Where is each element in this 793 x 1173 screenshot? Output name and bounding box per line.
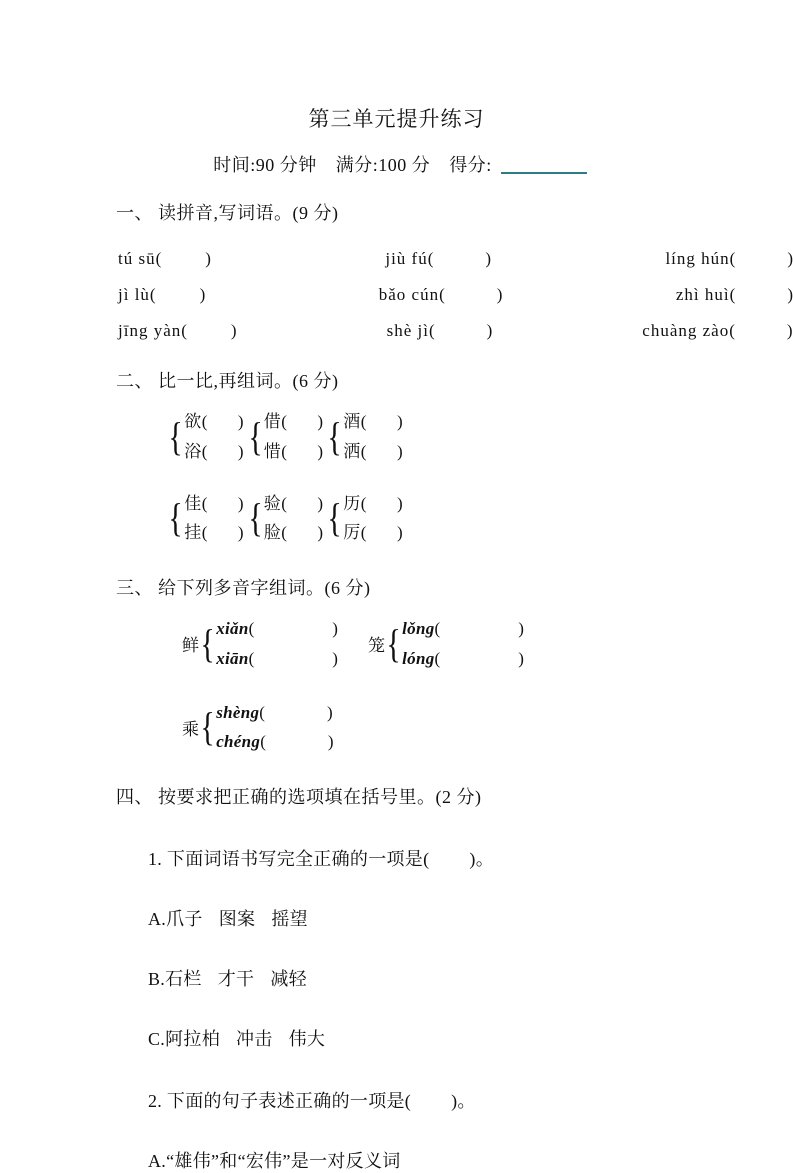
- section-one: [0, 177, 793, 341]
- column-gap: [492, 321, 642, 341]
- paren-open: (: [434, 619, 441, 638]
- paren-open: (: [155, 249, 162, 268]
- column-gap: [502, 285, 675, 305]
- pinyin-row: [0, 269, 793, 305]
- pinyin-item: [118, 321, 237, 341]
- question-text-end: )。: [451, 1091, 476, 1111]
- section-four: [0, 757, 793, 1173]
- paren-close: ): [518, 619, 524, 638]
- pinyin-item: [118, 285, 205, 305]
- pair-line: [264, 489, 323, 519]
- pair-line: [216, 614, 338, 644]
- paren-close: ): [237, 493, 244, 513]
- character-pair-group: [248, 489, 324, 549]
- paren-close: ): [396, 412, 403, 431]
- curly-brace-icon: {: [200, 704, 215, 750]
- pair-line: [216, 644, 338, 674]
- section-two-heading: 二、 比一比,再组词。(6 分): [116, 371, 339, 391]
- character-label: 欲(: [184, 412, 208, 431]
- column-gap: [205, 285, 378, 305]
- pair-line: [343, 518, 402, 548]
- option-word: 摇望: [271, 909, 308, 929]
- paren-open: (: [729, 249, 736, 268]
- pinyin-text: jīng yàn: [118, 321, 182, 340]
- pair-lines: [343, 489, 402, 549]
- pair-line: [343, 407, 402, 437]
- column-gap: [342, 614, 368, 674]
- pinyin-item: [665, 249, 793, 269]
- paren-close: ): [317, 493, 324, 513]
- page-title: 第三单元提升练习: [308, 107, 485, 131]
- pair-lines: [216, 698, 333, 758]
- character-pair-group: [168, 489, 244, 549]
- character-label: 历(: [343, 493, 367, 513]
- character-label: 酒(: [343, 412, 367, 431]
- pinyin-reading: chéng: [216, 732, 261, 752]
- question-text: 2. 下面的句子表述正确的一项是(: [148, 1091, 412, 1111]
- character-label: 浴(: [184, 441, 208, 461]
- pair-lines: [264, 489, 323, 549]
- pair-line: [264, 437, 323, 467]
- character-label: 借(: [263, 412, 288, 431]
- pinyin-text: líng hún: [665, 249, 730, 268]
- pair-lines: [216, 614, 338, 674]
- option-word: 才干: [217, 969, 255, 989]
- polyphone-group: [182, 614, 338, 674]
- pinyin-text: jiù fú: [385, 249, 428, 268]
- option-item[interactable]: [0, 1131, 793, 1173]
- option-word: 伟大: [288, 1029, 326, 1049]
- polyphone-character: 鲜: [182, 636, 199, 656]
- option-word: 减轻: [270, 969, 307, 989]
- total-score-label: 满分:100 分: [335, 155, 431, 175]
- paren-close: ): [205, 249, 211, 268]
- option-label: A.: [148, 909, 167, 929]
- polyphone-group-row: [0, 674, 793, 758]
- character-label: 佳(: [184, 493, 208, 513]
- option-word: 冲击: [236, 1029, 273, 1049]
- paren-close: ): [787, 285, 793, 304]
- paren-close: ): [396, 493, 403, 513]
- paren-close: ): [230, 321, 237, 340]
- polyphone-group: [182, 698, 334, 758]
- pair-line: [184, 407, 243, 437]
- option-word: 爪子: [166, 909, 203, 929]
- pair-lines: [402, 614, 524, 674]
- character-label: 脸(: [263, 523, 288, 543]
- score-blank-line[interactable]: [501, 172, 587, 174]
- character-label: 洒(: [343, 441, 367, 461]
- pair-lines: [264, 407, 323, 467]
- paren-close: ): [332, 648, 338, 668]
- pinyin-item: [118, 249, 211, 269]
- pinyin-item: [379, 285, 503, 305]
- curly-brace-icon: {: [327, 495, 342, 541]
- compare-group-row: [0, 393, 793, 467]
- paren-close: ): [237, 412, 244, 431]
- section-one-heading: 一、 读拼音,写词语。(9 分): [116, 203, 339, 223]
- character-label: 惜(: [263, 441, 288, 461]
- paren-close: ): [237, 523, 244, 543]
- option-item[interactable]: [0, 889, 793, 931]
- character-pair-group: [327, 489, 403, 549]
- score-label: 得分:: [449, 155, 492, 175]
- column-gap: [491, 249, 665, 269]
- option-label: B.: [148, 969, 166, 989]
- polyphone-group-row: [0, 600, 793, 674]
- paren-open: (: [149, 285, 156, 304]
- pinyin-item: [676, 285, 793, 305]
- paren-close: ): [237, 441, 244, 461]
- curly-brace-icon: {: [247, 495, 263, 541]
- paren-open: (: [259, 702, 265, 722]
- curly-brace-icon: {: [327, 413, 342, 459]
- paren-open: (: [428, 321, 435, 340]
- option-item[interactable]: [0, 949, 793, 991]
- pair-line: [216, 698, 333, 728]
- pair-line: [216, 727, 333, 757]
- pair-line: [343, 437, 402, 467]
- pinyin-text: zhì huì: [675, 285, 730, 304]
- pinyin-reading: lǒng: [402, 619, 435, 638]
- option-word: “雄伟”和“宏伟”是一对反义词: [166, 1151, 401, 1171]
- option-word: 图案: [218, 909, 256, 929]
- pinyin-item: [642, 321, 792, 341]
- pair-line: [402, 614, 524, 644]
- pair-lines: [184, 489, 243, 549]
- paren-close: ): [326, 702, 333, 722]
- curly-brace-icon: {: [168, 495, 183, 541]
- pinyin-text: shè jì: [386, 321, 429, 340]
- character-pair-group: [168, 407, 244, 467]
- option-label: A.: [148, 1151, 167, 1171]
- paren-close: ): [199, 285, 206, 304]
- paren-close: ): [396, 441, 403, 461]
- paren-close: ): [317, 441, 324, 461]
- section-four-heading: 四、 按要求把正确的选项填在括号里。(2 分): [116, 787, 482, 807]
- question-text-end: )。: [469, 849, 495, 869]
- section-two: [0, 341, 793, 548]
- polyphone-group: [368, 614, 524, 674]
- paren-close: ): [327, 732, 334, 752]
- pinyin-text: jì lù: [118, 285, 150, 304]
- paren-close: ): [317, 523, 324, 543]
- pair-line: [343, 489, 402, 519]
- option-word: 石栏: [165, 969, 202, 989]
- pinyin-reading: xiǎn: [216, 619, 249, 638]
- curly-brace-icon: {: [247, 413, 263, 459]
- section-three: [0, 548, 793, 757]
- pinyin-text: bǎo cún: [378, 285, 440, 304]
- pinyin-reading: shèng: [216, 702, 260, 722]
- paren-open: (: [181, 321, 187, 340]
- paren-close: ): [317, 412, 324, 431]
- option-item[interactable]: [0, 1009, 793, 1051]
- section-three-heading: 三、 给下列多音字组词。(6 分): [116, 578, 371, 598]
- character-label: 验(: [263, 493, 288, 513]
- compare-group-row: [0, 467, 793, 549]
- paren-open: (: [729, 321, 735, 340]
- pair-lines: [184, 407, 243, 467]
- pinyin-text: chuàng zào: [642, 321, 730, 340]
- paren-close: ): [485, 249, 492, 268]
- exam-meta-line: [0, 133, 793, 177]
- character-pair-group: [327, 407, 403, 467]
- paren-open: (: [434, 648, 441, 668]
- character-pair-group: [248, 407, 324, 467]
- paren-open: (: [427, 249, 434, 268]
- column-gap: [237, 321, 387, 341]
- pair-lines: [343, 407, 402, 467]
- pinyin-row: [0, 305, 793, 341]
- paren-open: (: [260, 732, 266, 752]
- pinyin-exercise-list: [0, 225, 793, 341]
- question-item: [0, 827, 793, 871]
- curly-brace-icon: {: [168, 413, 183, 459]
- paren-close: ): [496, 285, 503, 304]
- option-label: C.: [148, 1029, 166, 1049]
- pair-line: [184, 489, 243, 519]
- pinyin-item: [385, 249, 491, 269]
- paren-open: (: [248, 619, 255, 638]
- pinyin-item: [387, 321, 493, 341]
- paren-open: (: [248, 648, 255, 668]
- paren-close: ): [486, 321, 493, 340]
- pinyin-row: [0, 233, 793, 269]
- polyphone-character: 乘: [182, 719, 199, 739]
- paren-close: ): [787, 249, 793, 268]
- option-word: 阿拉柏: [165, 1029, 221, 1049]
- paren-close: ): [396, 523, 403, 543]
- time-limit-label: 时间:90 分钟: [213, 155, 317, 175]
- curly-brace-icon: {: [386, 620, 401, 666]
- pair-line: [184, 437, 243, 467]
- column-gap: [211, 249, 385, 269]
- pair-line: [402, 644, 524, 674]
- pinyin-reading: lóng: [402, 648, 435, 668]
- paren-close: ): [332, 619, 338, 638]
- pair-line: [264, 518, 323, 548]
- paren-open: (: [729, 285, 736, 304]
- character-label: 厉(: [343, 523, 367, 543]
- paren-close: ): [786, 321, 793, 340]
- pair-line: [184, 518, 243, 548]
- pinyin-reading: xiān: [216, 648, 249, 668]
- pair-line: [264, 407, 323, 437]
- polyphone-character: 笼: [367, 636, 385, 656]
- pinyin-text: tú sū: [118, 249, 156, 268]
- curly-brace-icon: {: [200, 620, 215, 666]
- paren-close: ): [518, 648, 524, 668]
- question-text: 1. 下面词语书写完全正确的一项是(: [148, 849, 430, 869]
- paren-open: (: [439, 285, 445, 304]
- question-item: [0, 1069, 793, 1113]
- character-label: 挂(: [184, 523, 208, 543]
